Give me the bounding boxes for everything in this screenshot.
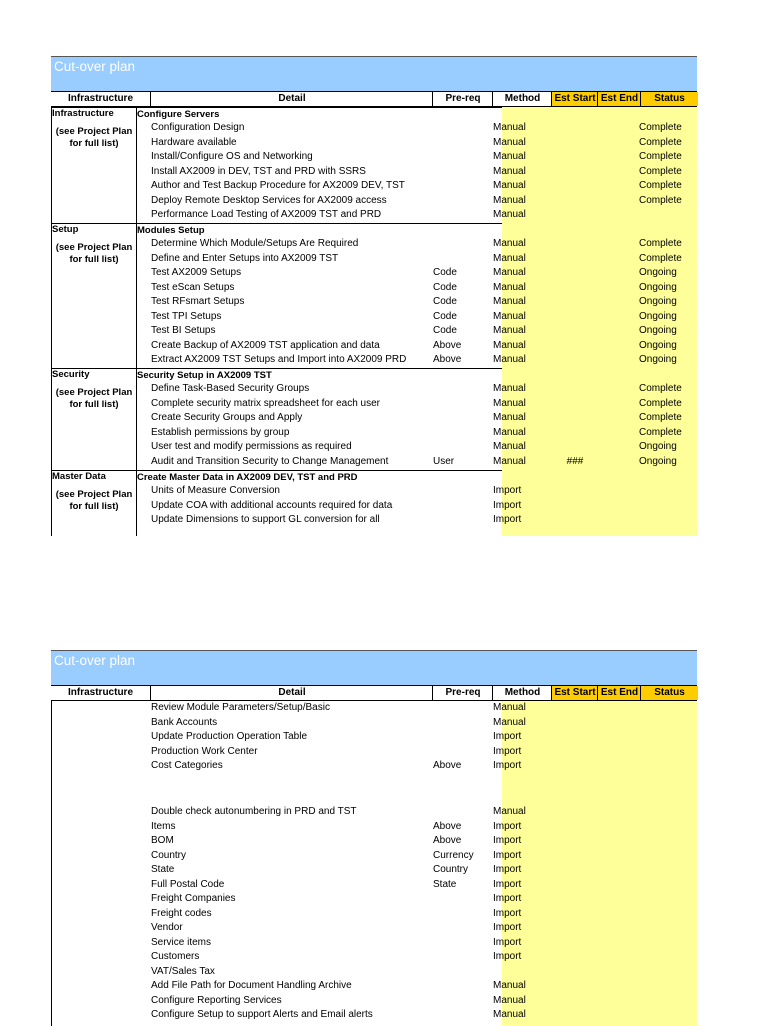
table-row <box>51 252 697 267</box>
group-label-setup: Setup (see Project Plan for full list) <box>51 223 137 368</box>
section-security-setup: Security Setup in AX2009 TST <box>137 368 502 383</box>
cell-detail: Units of Measure Conversion <box>151 485 280 496</box>
table-row <box>51 208 697 223</box>
cell-status: Complete <box>639 194 682 206</box>
cell-status: Ongoing <box>639 455 677 467</box>
cell-detail: Update Dimensions to support GL conversion for all <box>151 514 380 525</box>
cell-prereq: Above <box>433 820 462 832</box>
cell-method: Manual <box>493 122 526 133</box>
header-est-end: Est End <box>597 92 641 106</box>
table-row <box>51 310 697 325</box>
cell-detail: Double check autonumbering in PRD and TST <box>151 806 357 817</box>
sheet-1 <box>51 56 697 536</box>
cell-status: Complete <box>639 151 682 162</box>
table-row <box>51 849 697 864</box>
cell-prereq: Above <box>433 835 462 846</box>
table-row <box>51 440 697 455</box>
cell-method: Manual <box>493 441 526 452</box>
cell-detail: Test eScan Setups <box>151 281 235 293</box>
cell-detail: Complete security matrix spreadsheet for each user <box>151 397 380 409</box>
cell-detail: Establish permissions by group <box>151 426 290 438</box>
header-detail: Detail <box>150 686 433 700</box>
cell-detail: Create Security Groups and Apply <box>151 412 303 423</box>
cell-method: Manual <box>493 354 526 365</box>
header-status: Status <box>640 92 698 106</box>
cell-method: Manual <box>493 397 526 409</box>
cell-method: Import <box>493 893 522 904</box>
cell-prereq: Above <box>433 354 462 365</box>
sheet-title: Cut-over plan <box>51 650 697 685</box>
table-row <box>51 716 697 731</box>
table-row <box>51 820 697 835</box>
cell-method: Manual <box>493 296 526 307</box>
section-master-data: Create Master Data in AX2009 DEV, TST and PRD <box>137 470 502 485</box>
column-header-row <box>51 91 697 107</box>
cell-status: Complete <box>639 397 682 409</box>
cell-detail: Audit and Transition Security to Change Management <box>151 455 389 467</box>
cell-status: Complete <box>639 252 682 264</box>
sheet-2 <box>51 650 697 1026</box>
cell-detail: Country <box>151 849 187 861</box>
cell-detail: Update Production Operation Table <box>151 731 308 742</box>
cell-detail: Configure Reporting Services <box>151 994 282 1006</box>
cell-detail: Determine Which Module/Setups Are Required <box>151 238 359 249</box>
cell-method: Manual <box>493 136 526 148</box>
cell-method: Manual <box>493 806 526 817</box>
cell-detail: Hardware available <box>151 136 237 148</box>
cell-method: Manual <box>493 426 526 438</box>
cell-method: Import <box>493 951 522 962</box>
cell-method: Import <box>493 745 522 757</box>
cell-detail: Define Task-Based Security Groups <box>151 383 310 394</box>
cell-method: Manual <box>493 165 526 177</box>
cell-detail: Freight Companies <box>151 893 236 904</box>
table-row <box>51 965 697 980</box>
cell-prereq: Code <box>433 325 457 336</box>
cell-detail: Deploy Remote Desktop Services for AX2009 access <box>151 194 387 206</box>
table-row <box>51 921 697 936</box>
cell-detail: User test and modify permissions as required <box>151 441 352 452</box>
table-row <box>51 701 697 716</box>
table-row <box>51 907 697 922</box>
cell-method: Import <box>493 864 522 875</box>
header-method: Method <box>492 92 552 106</box>
cell-method: Manual <box>493 281 526 293</box>
cell-method: Import <box>493 835 522 846</box>
cell-status: Complete <box>639 383 682 394</box>
table-row <box>51 411 697 426</box>
table-row <box>51 295 697 310</box>
table-row <box>51 179 697 194</box>
table-row <box>51 994 697 1009</box>
table-row <box>51 805 697 820</box>
cell-status: Ongoing <box>639 339 677 351</box>
table-row <box>51 484 697 499</box>
cell-detail: Add File Path for Document Handling Archive <box>151 980 352 991</box>
table-row <box>51 863 697 878</box>
cell-method: Manual <box>493 455 526 467</box>
cell-detail: Install AX2009 in DEV, TST and PRD with SSRS <box>151 165 366 177</box>
cell-method: Import <box>493 936 522 948</box>
cell-method: Manual <box>493 310 526 322</box>
cell-method: Manual <box>493 980 526 991</box>
cell-method: Import <box>493 922 522 933</box>
table-row <box>51 745 697 760</box>
cell-detail: Service items <box>151 936 212 948</box>
cell-detail: Performance Load Testing of AX2009 TST and PRD <box>151 209 382 220</box>
table-row <box>51 281 697 296</box>
cell-method: Import <box>493 499 522 511</box>
cell-method: Manual <box>493 412 526 423</box>
cell-status: Complete <box>639 426 682 438</box>
table-row <box>51 936 697 951</box>
cell-est-start: ### <box>566 455 584 467</box>
sheet-2-body <box>51 701 697 1026</box>
cell-method: Import <box>493 907 522 919</box>
section-configure-servers: Configure Servers <box>137 107 502 122</box>
cell-detail: Items <box>151 820 176 832</box>
cell-prereq: User <box>433 455 455 467</box>
table-row <box>51 979 697 994</box>
cell-method: Import <box>493 820 522 832</box>
table-row <box>51 194 697 209</box>
cell-prereq: Country <box>433 864 469 875</box>
table-row <box>51 165 697 180</box>
cell-method: Manual <box>493 994 526 1006</box>
cell-detail: Cost Categories <box>151 760 223 771</box>
cell-detail: Bank Accounts <box>151 716 218 728</box>
group-label-infrastructure: Infrastructure (see Project Plan for full list) <box>51 107 137 223</box>
cell-status: Complete <box>639 412 682 423</box>
cell-detail: Test BI Setups <box>151 325 216 336</box>
cell-method: Import <box>493 849 522 861</box>
cell-detail: BOM <box>151 835 174 846</box>
cell-detail: Production Work Center <box>151 745 258 757</box>
cell-prereq: Currency <box>433 849 474 861</box>
cell-detail: Test TPI Setups <box>151 310 222 322</box>
table-row <box>51 892 697 907</box>
header-status: Status <box>640 686 698 700</box>
table-row <box>51 339 697 354</box>
table-row <box>51 878 697 893</box>
cell-status: Complete <box>639 238 682 249</box>
sheet-title: Cut-over plan <box>51 56 697 91</box>
header-est-start: Est Start <box>551 92 598 106</box>
group-label-security: Security (see Project Plan for full list) <box>51 368 137 470</box>
cell-method: Import <box>493 514 522 525</box>
cell-detail: VAT/Sales Tax <box>151 965 215 977</box>
table-row <box>51 324 697 339</box>
header-detail: Detail <box>150 92 433 106</box>
cell-method: Manual <box>493 180 526 191</box>
cell-method: Import <box>493 485 522 496</box>
cell-status: Complete <box>639 122 682 133</box>
table-row <box>51 353 697 368</box>
cell-detail: Configuration Design <box>151 122 245 133</box>
table-row <box>51 513 697 528</box>
cell-status: Ongoing <box>639 281 677 293</box>
column-header-row <box>51 685 697 701</box>
cell-method: Manual <box>493 238 526 249</box>
header-infrastructure: Infrastructure <box>67 93 133 104</box>
cell-method: Manual <box>493 267 526 278</box>
table-row <box>51 136 697 151</box>
cell-status: Complete <box>639 180 682 191</box>
table-row <box>51 397 697 412</box>
cell-prereq: Code <box>433 310 457 322</box>
table-row <box>51 237 697 252</box>
table-row <box>51 382 697 397</box>
cell-detail: Configure Setup to support Alerts and Email alerts <box>151 1009 373 1020</box>
cell-detail: Update COA with additional accounts required for data <box>151 499 393 511</box>
table-row <box>51 121 697 136</box>
cell-status: Complete <box>639 136 682 148</box>
cell-method: Manual <box>493 702 526 713</box>
cell-method: Import <box>493 731 522 742</box>
cell-detail: Test RFsmart Setups <box>151 296 245 307</box>
cell-status: Ongoing <box>639 310 677 322</box>
cell-method: Manual <box>493 325 526 336</box>
cell-method: Manual <box>493 151 526 162</box>
cell-method: Manual <box>493 383 526 394</box>
cell-method: Manual <box>493 1009 526 1020</box>
cell-status: Ongoing <box>639 441 677 452</box>
table-row <box>51 950 697 965</box>
table-row <box>51 1008 697 1023</box>
cell-prereq: Code <box>433 267 457 278</box>
cell-prereq: Above <box>433 339 462 351</box>
cell-detail: Define and Enter Setups into AX2009 TST <box>151 252 339 264</box>
cell-status: Ongoing <box>639 354 677 365</box>
cell-detail: State <box>151 864 175 875</box>
header-prereq: Pre-req <box>432 92 493 106</box>
table-row <box>51 150 697 165</box>
cell-detail: Create Backup of AX2009 TST application and data <box>151 339 380 351</box>
cell-status: Complete <box>639 165 682 177</box>
section-modules-setup: Modules Setup <box>137 223 502 238</box>
cell-detail: Review Module Parameters/Setup/Basic <box>151 702 330 713</box>
cell-prereq: Code <box>433 296 457 307</box>
cell-method: Import <box>493 878 522 890</box>
table-row <box>51 266 697 281</box>
cell-detail: Freight codes <box>151 907 212 919</box>
cell-detail: Test AX2009 Setups <box>151 267 242 278</box>
cell-prereq: State <box>433 878 457 890</box>
cell-detail: Full Postal Code <box>151 878 225 890</box>
table-row <box>51 455 697 470</box>
cell-method: Manual <box>493 252 526 264</box>
header-method: Method <box>492 686 552 700</box>
cell-method: Import <box>493 760 522 771</box>
sheet-1-body <box>51 107 697 536</box>
table-row <box>51 759 697 774</box>
header-prereq: Pre-req <box>432 686 493 700</box>
cell-status: Ongoing <box>639 267 677 278</box>
cell-detail: Author and Test Backup Procedure for AX2009 DEV, TST <box>151 180 405 191</box>
cell-detail: Customers <box>151 951 200 962</box>
table-row <box>51 834 697 849</box>
table-row <box>51 426 697 441</box>
cell-status: Ongoing <box>639 325 677 336</box>
cell-method: Manual <box>493 209 526 220</box>
table-row <box>51 499 697 514</box>
cell-prereq: Above <box>433 760 462 771</box>
cell-method: Manual <box>493 339 526 351</box>
cell-method: Manual <box>493 716 526 728</box>
header-est-end: Est End <box>597 686 641 700</box>
table-row <box>51 730 697 745</box>
cell-detail: Vendor <box>151 922 183 933</box>
cell-detail: Extract AX2009 TST Setups and Import into AX2009 PRD <box>151 354 407 365</box>
cell-detail: Install/Configure OS and Networking <box>151 151 313 162</box>
cell-prereq: Code <box>433 281 457 293</box>
group-label-master-data: Master Data (see Project Plan for full list) <box>51 470 137 536</box>
header-infrastructure: Infrastructure <box>67 687 133 698</box>
header-est-start: Est Start <box>551 686 598 700</box>
cell-status: Ongoing <box>639 296 677 307</box>
cell-method: Manual <box>493 194 526 206</box>
